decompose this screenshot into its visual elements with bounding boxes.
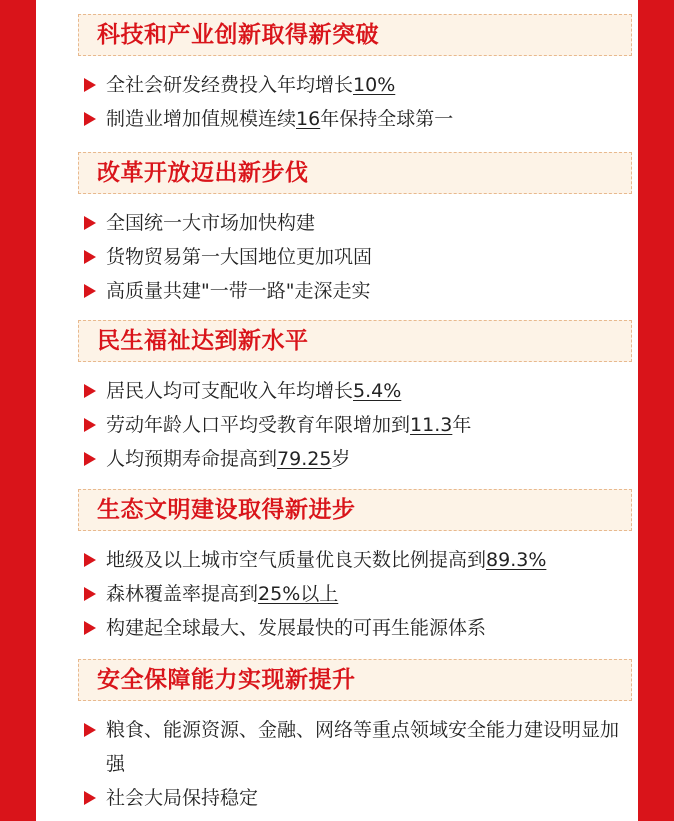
- content-panel: [36, 0, 638, 821]
- section-title: 生态文明建设取得新进步: [78, 489, 632, 531]
- item-text: 货物贸易第一大国地位更加巩固: [106, 246, 373, 268]
- list-item: [78, 206, 632, 240]
- list-item: [78, 577, 632, 611]
- triangle-bullet-icon: [84, 791, 96, 805]
- section-livelihood: [78, 320, 632, 476]
- triangle-bullet-icon: [84, 553, 96, 567]
- item-list: [78, 374, 632, 476]
- item-text: 粮食、能源资源、金融、网络等重点领域安全能力建设明显加强: [106, 719, 620, 775]
- triangle-bullet-icon: [84, 216, 96, 230]
- item-list: [78, 543, 632, 645]
- item-text-suffix: 岁: [331, 448, 351, 470]
- section-ecology: [78, 489, 632, 645]
- list-item: [78, 611, 632, 645]
- triangle-bullet-icon: [84, 452, 96, 466]
- item-list: [78, 713, 632, 815]
- item-list: [78, 68, 632, 136]
- item-text: 全社会研发经费投入年均增长: [106, 74, 354, 96]
- list-item: [78, 781, 632, 815]
- item-text: 森林覆盖率提高到: [106, 583, 259, 605]
- item-text-suffix: 年保持全球第一: [320, 108, 454, 130]
- section-reform-opening: [78, 152, 632, 308]
- triangle-bullet-icon: [84, 78, 96, 92]
- triangle-bullet-icon: [84, 284, 96, 298]
- list-item: [78, 374, 632, 408]
- triangle-bullet-icon: [84, 418, 96, 432]
- item-highlight: 79.25: [277, 448, 332, 470]
- item-text: 社会大局保持稳定: [106, 787, 259, 809]
- item-highlight: 16: [296, 108, 321, 130]
- item-text: 居民人均可支配收入年均增长: [106, 380, 354, 402]
- triangle-bullet-icon: [84, 384, 96, 398]
- item-text: 高质量共建"一带一路"走深走实: [106, 280, 371, 302]
- item-text: 地级及以上城市空气质量优良天数比例提高到: [106, 549, 487, 571]
- section-title: 科技和产业创新取得新突破: [78, 14, 632, 56]
- list-item: [78, 274, 632, 308]
- item-highlight: 89.3%: [486, 549, 547, 571]
- section-title: 改革开放迈出新步伐: [78, 152, 632, 194]
- triangle-bullet-icon: [84, 621, 96, 635]
- triangle-bullet-icon: [84, 250, 96, 264]
- item-highlight: 25%以上: [258, 583, 339, 605]
- list-item: [78, 68, 632, 102]
- list-item: [78, 543, 632, 577]
- triangle-bullet-icon: [84, 723, 96, 737]
- section-title: 安全保障能力实现新提升: [78, 659, 632, 701]
- section-tech-industry: [78, 14, 632, 136]
- item-text: 人均预期寿命提高到: [106, 448, 278, 470]
- item-highlight: 10%: [353, 74, 396, 96]
- item-list: [78, 206, 632, 308]
- list-item: [78, 102, 632, 136]
- list-item: [78, 240, 632, 274]
- item-highlight: 11.3: [410, 414, 453, 436]
- triangle-bullet-icon: [84, 112, 96, 126]
- item-text: 构建起全球最大、发展最快的可再生能源体系: [106, 617, 487, 639]
- section-security: [78, 659, 632, 815]
- section-title: 民生福祉达到新水平: [78, 320, 632, 362]
- item-text-suffix: 年: [452, 414, 472, 436]
- list-item: [78, 713, 632, 781]
- triangle-bullet-icon: [84, 587, 96, 601]
- item-highlight: 5.4%: [353, 380, 402, 402]
- item-text: 全国统一大市场加快构建: [106, 212, 316, 234]
- item-text: 劳动年龄人口平均受教育年限增加到: [106, 414, 411, 436]
- list-item: [78, 408, 632, 442]
- item-text: 制造业增加值规模连续: [106, 108, 297, 130]
- list-item: [78, 442, 632, 476]
